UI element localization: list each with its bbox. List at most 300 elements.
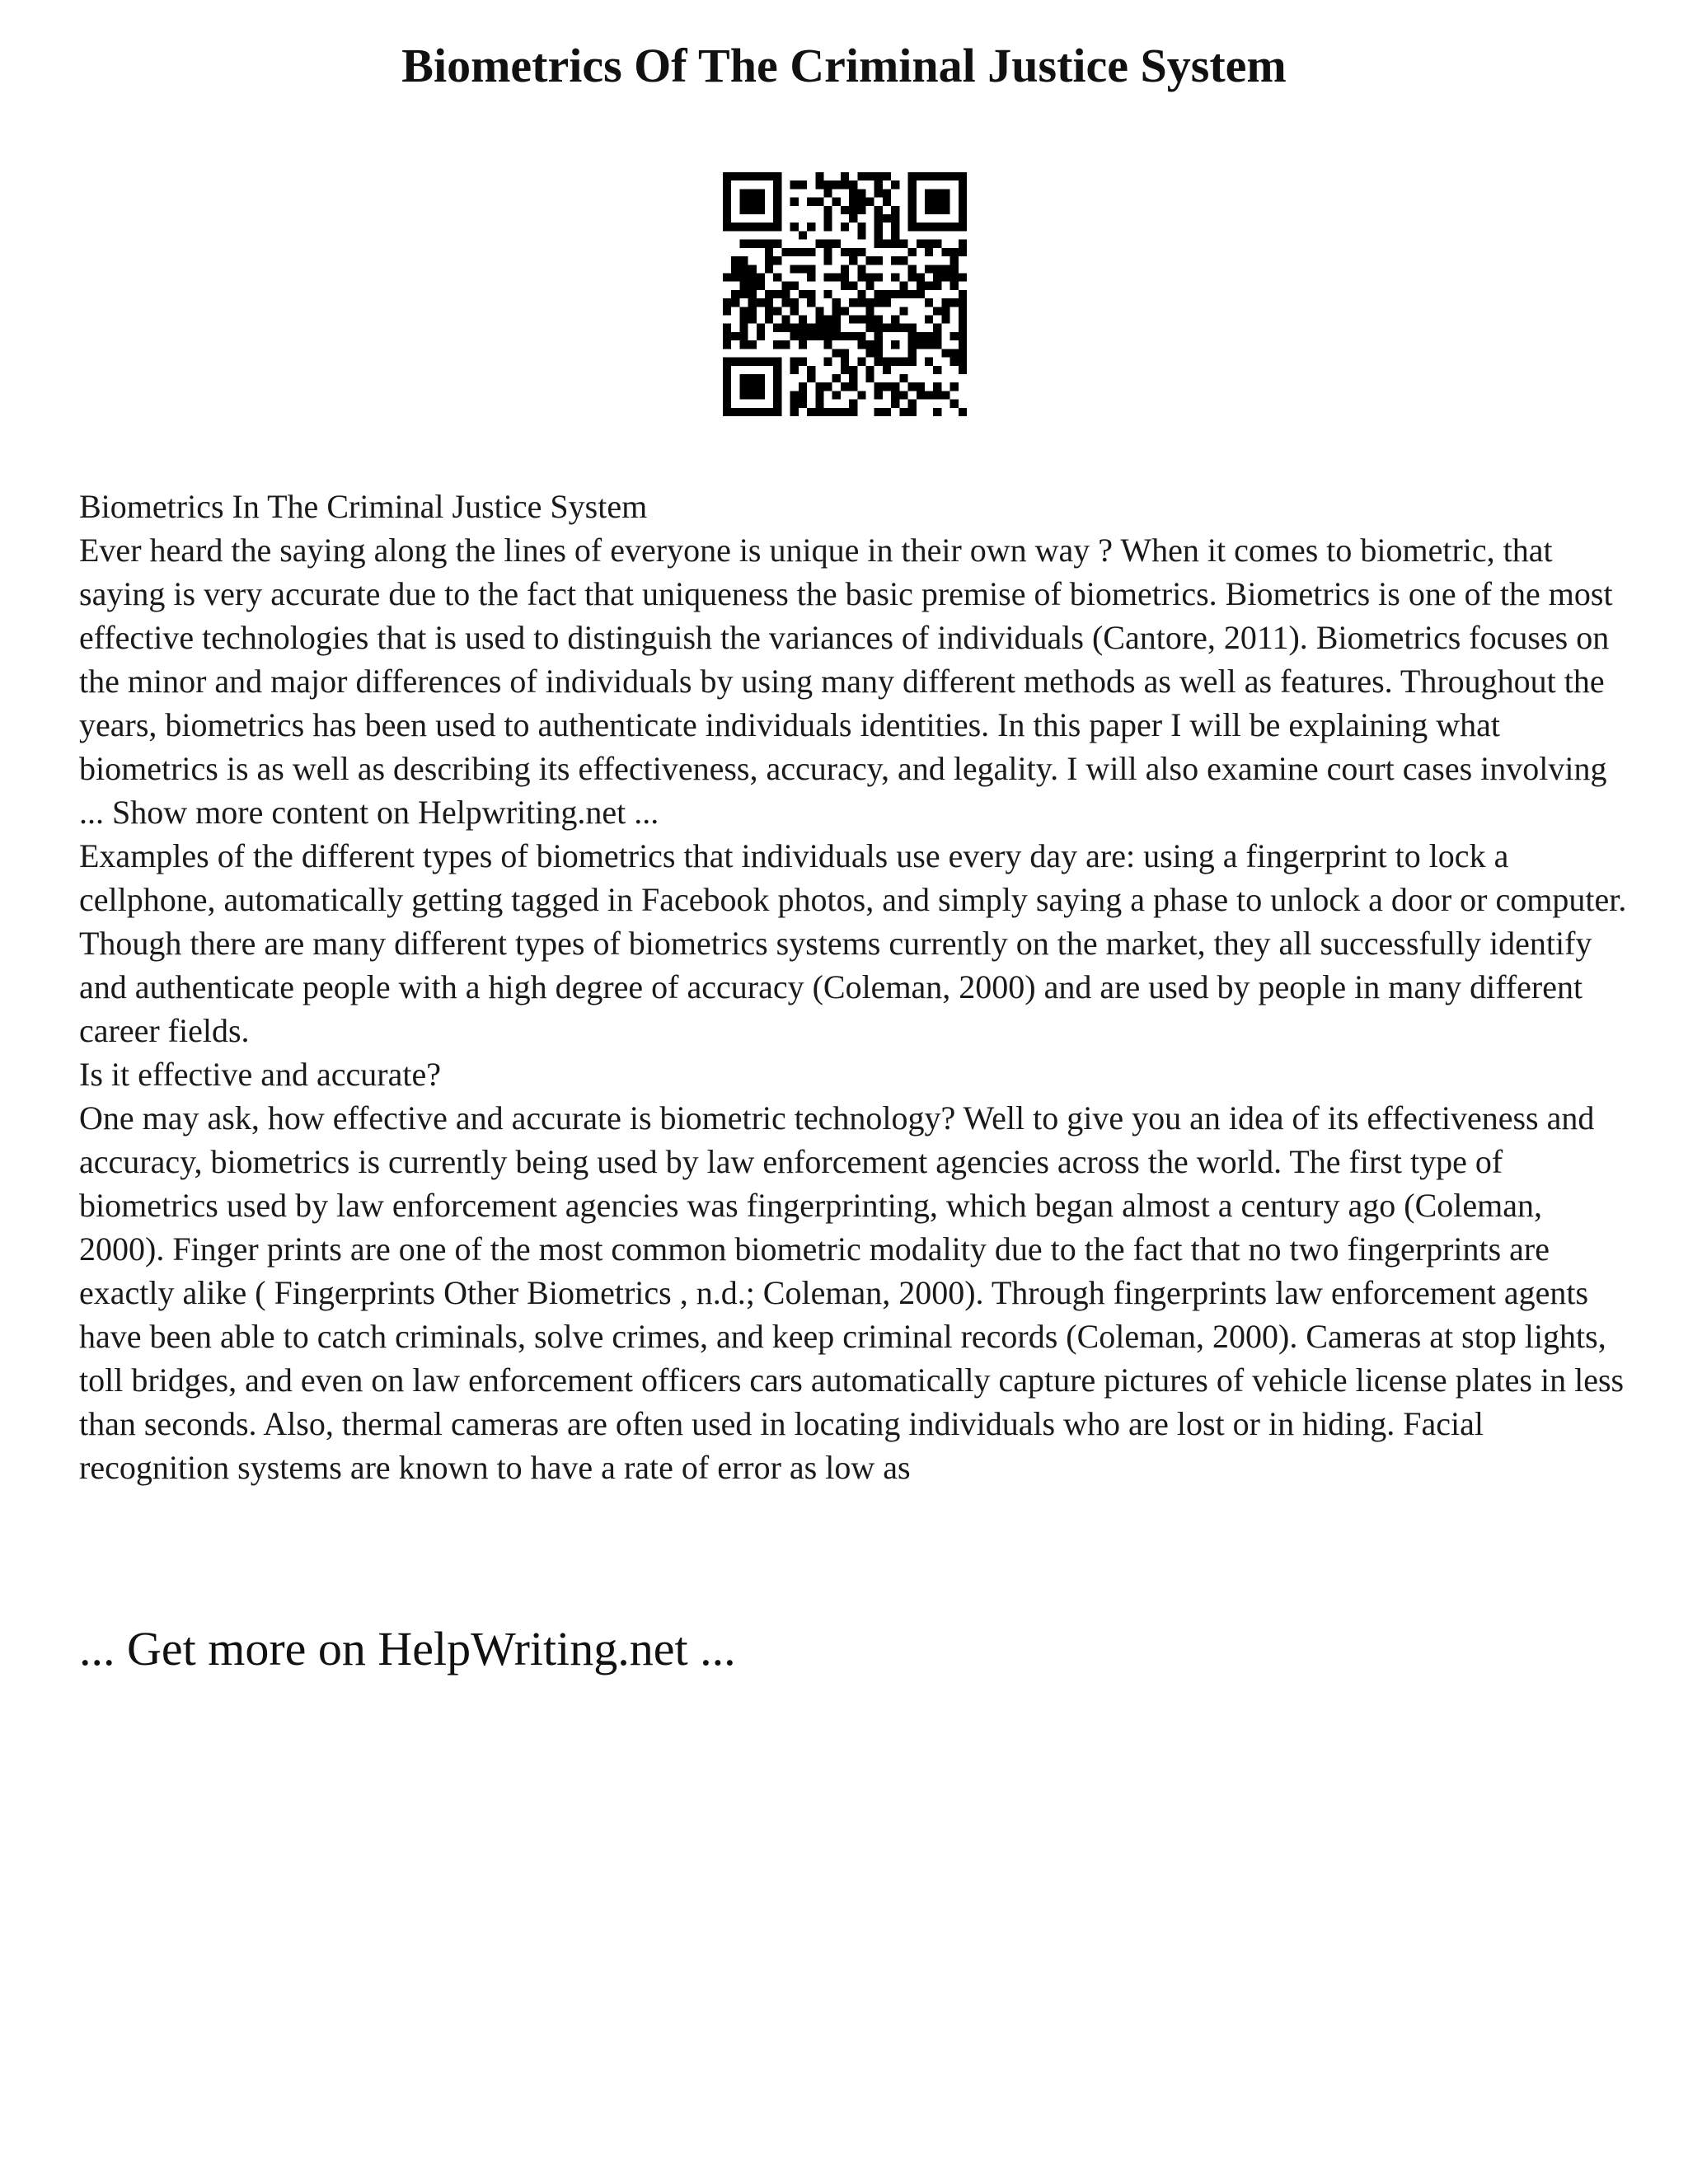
qr-module xyxy=(823,214,832,223)
qr-module xyxy=(941,307,950,315)
qr-module xyxy=(748,198,757,206)
qr-module xyxy=(874,349,883,357)
qr-module xyxy=(849,214,857,223)
qr-module xyxy=(790,332,799,340)
qr-module xyxy=(757,189,765,197)
qr-module xyxy=(823,248,832,256)
qr-module xyxy=(866,349,874,357)
qr-module xyxy=(807,198,815,206)
qr-module xyxy=(925,340,933,349)
qr-module xyxy=(723,382,731,391)
qr-module xyxy=(883,240,891,248)
qr-module xyxy=(773,290,781,298)
qr-module xyxy=(849,374,857,382)
qr-module xyxy=(799,324,807,332)
qr-module xyxy=(748,290,757,298)
qr-module xyxy=(723,408,731,416)
qr-module xyxy=(841,282,849,290)
qr-module xyxy=(959,298,967,307)
qr-module xyxy=(908,273,917,281)
qr-module xyxy=(832,408,841,416)
qr-module xyxy=(823,340,832,349)
qr-module xyxy=(841,273,849,281)
qr-module xyxy=(933,189,941,197)
qr-module xyxy=(841,172,849,180)
qr-module xyxy=(815,332,823,340)
qr-module xyxy=(723,374,731,382)
qr-module xyxy=(731,290,739,298)
qr-module xyxy=(941,198,950,206)
qr-module xyxy=(891,240,899,248)
qr-module xyxy=(874,223,883,231)
qr-module xyxy=(925,248,933,256)
qr-module xyxy=(841,180,849,189)
qr-module xyxy=(773,307,781,315)
qr-module xyxy=(739,316,748,324)
qr-module xyxy=(765,256,773,265)
qr-module xyxy=(748,340,757,349)
qr-module xyxy=(757,240,765,248)
qr-module xyxy=(832,298,841,307)
qr-module xyxy=(857,231,865,239)
qr-module xyxy=(908,349,917,357)
qr-module xyxy=(941,298,950,307)
qr-module xyxy=(857,172,865,180)
qr-module xyxy=(773,340,781,349)
qr-module xyxy=(731,408,739,416)
qr-module xyxy=(899,282,907,290)
qr-module xyxy=(723,273,731,281)
qr-module xyxy=(781,324,790,332)
qr-module xyxy=(933,391,941,399)
qr-module xyxy=(874,189,883,197)
qr-module xyxy=(799,340,807,349)
qr-module xyxy=(739,307,748,315)
qr-module xyxy=(959,248,967,256)
qr-module xyxy=(790,223,799,231)
qr-module xyxy=(757,408,765,416)
qr-module xyxy=(883,382,891,391)
qr-module xyxy=(908,248,917,256)
qr-module xyxy=(790,282,799,290)
qr-module xyxy=(739,265,748,273)
qr-module xyxy=(773,374,781,382)
qr-module xyxy=(959,307,967,315)
qr-module xyxy=(815,391,823,399)
qr-module xyxy=(773,180,781,189)
qr-module xyxy=(857,290,865,298)
qr-module xyxy=(950,400,959,408)
qr-module xyxy=(891,256,899,265)
qr-module xyxy=(823,206,832,214)
paragraph-intro: Ever heard the saying along the lines of everyone is unique in their own way ? When it comes to biometric, that saying is very accurate due to the fact that uniqueness the basic premise of biometrics. Biometrics is one of the most effective technologies that is used to distinguish the variances of individuals (Cantore, 2011). Biometrics focuses on the minor and major differences of individuals by using many different methods as well as features. Throughout the years, biometrics has been used to authenticate individuals identities. In this paper I will be explaining what biometrics is as well as describing its effectiveness, accuracy, and legality. I will also examine court cases involving ... Show more content on Helpwriting.net ... xyxy=(79,532,1613,831)
qr-module xyxy=(941,248,950,256)
qr-module xyxy=(757,382,765,391)
qr-module xyxy=(823,382,832,391)
qr-module xyxy=(891,391,899,399)
qr-module xyxy=(723,172,731,180)
qr-module xyxy=(891,400,899,408)
qr-module xyxy=(773,214,781,223)
qr-module xyxy=(748,223,757,231)
qr-module xyxy=(917,172,925,180)
qr-module xyxy=(866,273,874,281)
qr-module xyxy=(950,298,959,307)
qr-module xyxy=(950,358,959,366)
qr-module xyxy=(807,332,815,340)
qr-module xyxy=(941,265,950,273)
qr-module xyxy=(790,358,799,366)
qr-module xyxy=(933,282,941,290)
qr-module xyxy=(790,265,799,273)
qr-module xyxy=(723,324,731,332)
qr-module xyxy=(908,332,917,340)
qr-module xyxy=(723,198,731,206)
qr-module xyxy=(799,265,807,273)
qr-module xyxy=(723,214,731,223)
article-subtitle: Biometrics In The Criminal Justice System xyxy=(79,488,648,525)
qr-module xyxy=(748,273,757,281)
qr-module xyxy=(899,240,907,248)
qr-module xyxy=(874,316,883,324)
qr-module xyxy=(849,248,857,256)
qr-module xyxy=(757,223,765,231)
qr-module xyxy=(739,408,748,416)
qr-module xyxy=(723,189,731,197)
qr-module xyxy=(765,358,773,366)
qr-module xyxy=(723,298,731,307)
qr-module xyxy=(933,382,941,391)
qr-module xyxy=(925,240,933,248)
qr-module xyxy=(757,298,765,307)
qr-module xyxy=(933,408,941,416)
qr-module xyxy=(757,332,765,340)
qr-module xyxy=(823,408,832,416)
qr-module xyxy=(841,223,849,231)
qr-module xyxy=(857,223,865,231)
qr-module xyxy=(799,248,807,256)
qr-module xyxy=(933,307,941,315)
qr-module xyxy=(874,172,883,180)
qr-module xyxy=(959,223,967,231)
qr-module xyxy=(832,316,841,324)
qr-module xyxy=(941,206,950,214)
qr-module xyxy=(841,332,849,340)
qr-module xyxy=(832,332,841,340)
qr-module xyxy=(883,324,891,332)
qr-module xyxy=(739,273,748,281)
qr-module xyxy=(739,358,748,366)
qr-module xyxy=(857,198,865,206)
qr-code-icon[interactable] xyxy=(723,172,967,416)
qr-module xyxy=(941,172,950,180)
qr-module xyxy=(841,382,849,391)
qr-module xyxy=(874,382,883,391)
qr-module xyxy=(925,358,933,366)
qr-module xyxy=(765,298,773,307)
qr-module xyxy=(950,248,959,256)
qr-module xyxy=(908,180,917,189)
qr-module xyxy=(950,223,959,231)
qr-module xyxy=(739,382,748,391)
qr-module xyxy=(739,282,748,290)
qr-module xyxy=(723,358,731,366)
qr-module xyxy=(773,240,781,248)
qr-module xyxy=(757,172,765,180)
qr-module xyxy=(925,282,933,290)
qr-module xyxy=(891,180,899,189)
qr-module xyxy=(899,374,907,382)
qr-module xyxy=(849,206,857,214)
qr-module xyxy=(739,391,748,399)
qr-module xyxy=(959,290,967,298)
qr-module xyxy=(941,349,950,357)
qr-module xyxy=(959,206,967,214)
qr-module xyxy=(773,256,781,265)
qr-module xyxy=(790,400,799,408)
qr-module xyxy=(908,324,917,332)
qr-module xyxy=(823,316,832,324)
qr-module xyxy=(950,265,959,273)
qr-module xyxy=(781,340,790,349)
qr-module xyxy=(899,358,907,366)
qr-module xyxy=(959,316,967,324)
qr-module xyxy=(866,316,874,324)
qr-module xyxy=(773,189,781,197)
qr-module xyxy=(874,324,883,332)
qr-module xyxy=(933,198,941,206)
qr-module xyxy=(799,400,807,408)
qr-module xyxy=(925,206,933,214)
qr-module xyxy=(883,290,891,298)
qr-module xyxy=(731,358,739,366)
qr-module xyxy=(723,206,731,214)
qr-module xyxy=(866,307,874,315)
qr-module xyxy=(925,298,933,307)
qr-module xyxy=(857,391,865,399)
qr-module xyxy=(823,358,832,366)
qr-module xyxy=(723,332,731,340)
qr-module xyxy=(899,307,907,315)
qr-module xyxy=(866,366,874,374)
qr-module xyxy=(908,265,917,273)
qr-module xyxy=(891,316,899,324)
qr-module xyxy=(883,366,891,374)
qr-module xyxy=(891,324,899,332)
qr-module xyxy=(891,231,899,239)
qr-module xyxy=(739,324,748,332)
qr-module xyxy=(799,180,807,189)
qr-module xyxy=(917,240,925,248)
qr-module xyxy=(832,324,841,332)
qr-module xyxy=(959,198,967,206)
qr-module xyxy=(899,408,907,416)
qr-module xyxy=(790,198,799,206)
qr-module xyxy=(790,324,799,332)
qr-module xyxy=(941,316,950,324)
qr-module xyxy=(832,273,841,281)
qr-module xyxy=(908,290,917,298)
qr-module xyxy=(908,408,917,416)
qr-module xyxy=(874,256,883,265)
qr-module xyxy=(933,206,941,214)
qr-module xyxy=(731,265,739,273)
qr-module xyxy=(739,374,748,382)
qr-module xyxy=(857,298,865,307)
qr-module xyxy=(925,198,933,206)
qr-module xyxy=(857,358,865,366)
qr-module xyxy=(917,290,925,298)
qr-module xyxy=(832,374,841,382)
qr-module xyxy=(790,298,799,307)
qr-module xyxy=(765,248,773,256)
qr-module xyxy=(807,366,815,374)
qr-module xyxy=(748,298,757,307)
qr-module xyxy=(917,282,925,290)
qr-module xyxy=(799,332,807,340)
qr-module xyxy=(723,366,731,374)
qr-module xyxy=(857,206,865,214)
qr-module xyxy=(799,391,807,399)
qr-module xyxy=(748,206,757,214)
paragraph-effectiveness: One may ask, how effective and accurate is biometric technology? Well to give you an idea of its effectiveness and accuracy, biometrics is currently being used by law enforcement agencies across the world. The first type of biometrics used by law enforcement agencies was fingerprinting, which began almost a century ago (Coleman, 2000). Finger prints are one of the most common biometric modality due to the fact that no two fingerprints are exactly alike ( Fingerprints Other Biometrics , n.d.; Coleman, 2000). Through fingerprints law enforcement agents have been able to catch criminals, solve crimes, and keep criminal records (Coleman, 2000). Cameras at stop lights, toll bridges, and even on law enforcement officers cars automatically capture pictures of vehicle license plates in less than seconds. Also, thermal cameras are often used in locating individuals who are lost or in hiding. Facial recognition systems are known to have a rate of error as low as xyxy=(79,1099,1625,1486)
qr-module xyxy=(807,298,815,307)
qr-module xyxy=(883,172,891,180)
qr-module xyxy=(765,290,773,298)
qr-module xyxy=(908,358,917,366)
qr-module xyxy=(849,382,857,391)
qr-module xyxy=(874,290,883,298)
qr-module xyxy=(925,316,933,324)
qr-module xyxy=(765,408,773,416)
qr-module xyxy=(874,332,883,340)
qr-module xyxy=(950,172,959,180)
qr-module xyxy=(815,180,823,189)
qr-module xyxy=(841,248,849,256)
qr-module xyxy=(933,223,941,231)
qr-module xyxy=(917,273,925,281)
qr-module xyxy=(832,198,841,206)
qr-module xyxy=(748,391,757,399)
qr-module xyxy=(748,240,757,248)
qr-module xyxy=(917,340,925,349)
qr-module xyxy=(748,382,757,391)
qr-module xyxy=(799,316,807,324)
qr-module xyxy=(739,240,748,248)
qr-module xyxy=(959,273,967,281)
qr-module xyxy=(891,214,899,223)
qr-module xyxy=(899,391,907,399)
qr-module xyxy=(857,340,865,349)
qr-module xyxy=(874,358,883,366)
qr-module xyxy=(866,198,874,206)
qr-module xyxy=(941,189,950,197)
qr-module xyxy=(908,172,917,180)
qr-module xyxy=(757,198,765,206)
qr-module xyxy=(874,240,883,248)
qr-module xyxy=(933,340,941,349)
qr-module xyxy=(757,206,765,214)
qr-module xyxy=(765,307,773,315)
get-more-link[interactable]: ... Get more on HelpWriting.net ... xyxy=(79,1622,736,1675)
article-body xyxy=(79,485,1629,1489)
qr-module xyxy=(883,214,891,223)
qr-module xyxy=(731,298,739,307)
qr-module xyxy=(883,189,891,197)
qr-module xyxy=(731,332,739,340)
qr-module xyxy=(874,273,883,281)
qr-module xyxy=(823,290,832,298)
paragraph-examples: Examples of the different types of biometrics that individuals use every day are: using a fingerprint to lock a cellphone, automatically getting tagged in Facebook photos, and simply saying a phase to unlock a door or computer. Though there are many different types of biometrics systems currently on the market, they all successfully identify and authenticate people with a high degree of accuracy (Coleman, 2000) and are used by people in many different career fields. xyxy=(79,837,1627,1049)
qr-module xyxy=(891,206,899,214)
qr-module xyxy=(773,358,781,366)
qr-module xyxy=(866,374,874,382)
qr-module xyxy=(815,172,823,180)
qr-module xyxy=(807,324,815,332)
qr-module xyxy=(925,172,933,180)
qr-module xyxy=(815,400,823,408)
qr-module xyxy=(908,340,917,349)
qr-module xyxy=(950,332,959,340)
qr-module xyxy=(883,358,891,366)
qr-module xyxy=(807,273,815,281)
qr-module xyxy=(757,391,765,399)
qr-module xyxy=(857,248,865,256)
qr-module xyxy=(917,332,925,340)
qr-module xyxy=(765,172,773,180)
qr-module xyxy=(823,273,832,281)
qr-module xyxy=(841,366,849,374)
qr-module xyxy=(849,298,857,307)
qr-module xyxy=(823,240,832,248)
qr-module xyxy=(959,332,967,340)
qr-module xyxy=(739,189,748,197)
qr-module xyxy=(757,282,765,290)
qr-module xyxy=(790,366,799,374)
qr-module xyxy=(807,223,815,231)
qr-module xyxy=(790,248,799,256)
qr-module xyxy=(781,248,790,256)
qr-module xyxy=(790,408,799,416)
qr-module xyxy=(832,180,841,189)
qr-module xyxy=(773,223,781,231)
qr-module xyxy=(739,340,748,349)
qr-module xyxy=(908,189,917,197)
qr-module xyxy=(799,382,807,391)
qr-module xyxy=(950,282,959,290)
qr-module xyxy=(739,332,748,340)
qr-module xyxy=(950,273,959,281)
qr-module xyxy=(799,358,807,366)
qr-module xyxy=(849,189,857,197)
qr-module xyxy=(874,214,883,223)
qr-module xyxy=(933,172,941,180)
qr-module xyxy=(773,273,781,281)
qr-module xyxy=(748,358,757,366)
qr-module xyxy=(891,358,899,366)
qr-module xyxy=(959,240,967,248)
qr-module xyxy=(815,408,823,416)
qr-module xyxy=(781,290,790,298)
qr-module xyxy=(874,391,883,399)
qr-module xyxy=(781,298,790,307)
qr-module xyxy=(748,265,757,273)
qr-module xyxy=(908,206,917,214)
qr-module xyxy=(790,307,799,315)
qr-module xyxy=(731,223,739,231)
qr-module xyxy=(883,198,891,206)
qr-module xyxy=(857,332,865,340)
